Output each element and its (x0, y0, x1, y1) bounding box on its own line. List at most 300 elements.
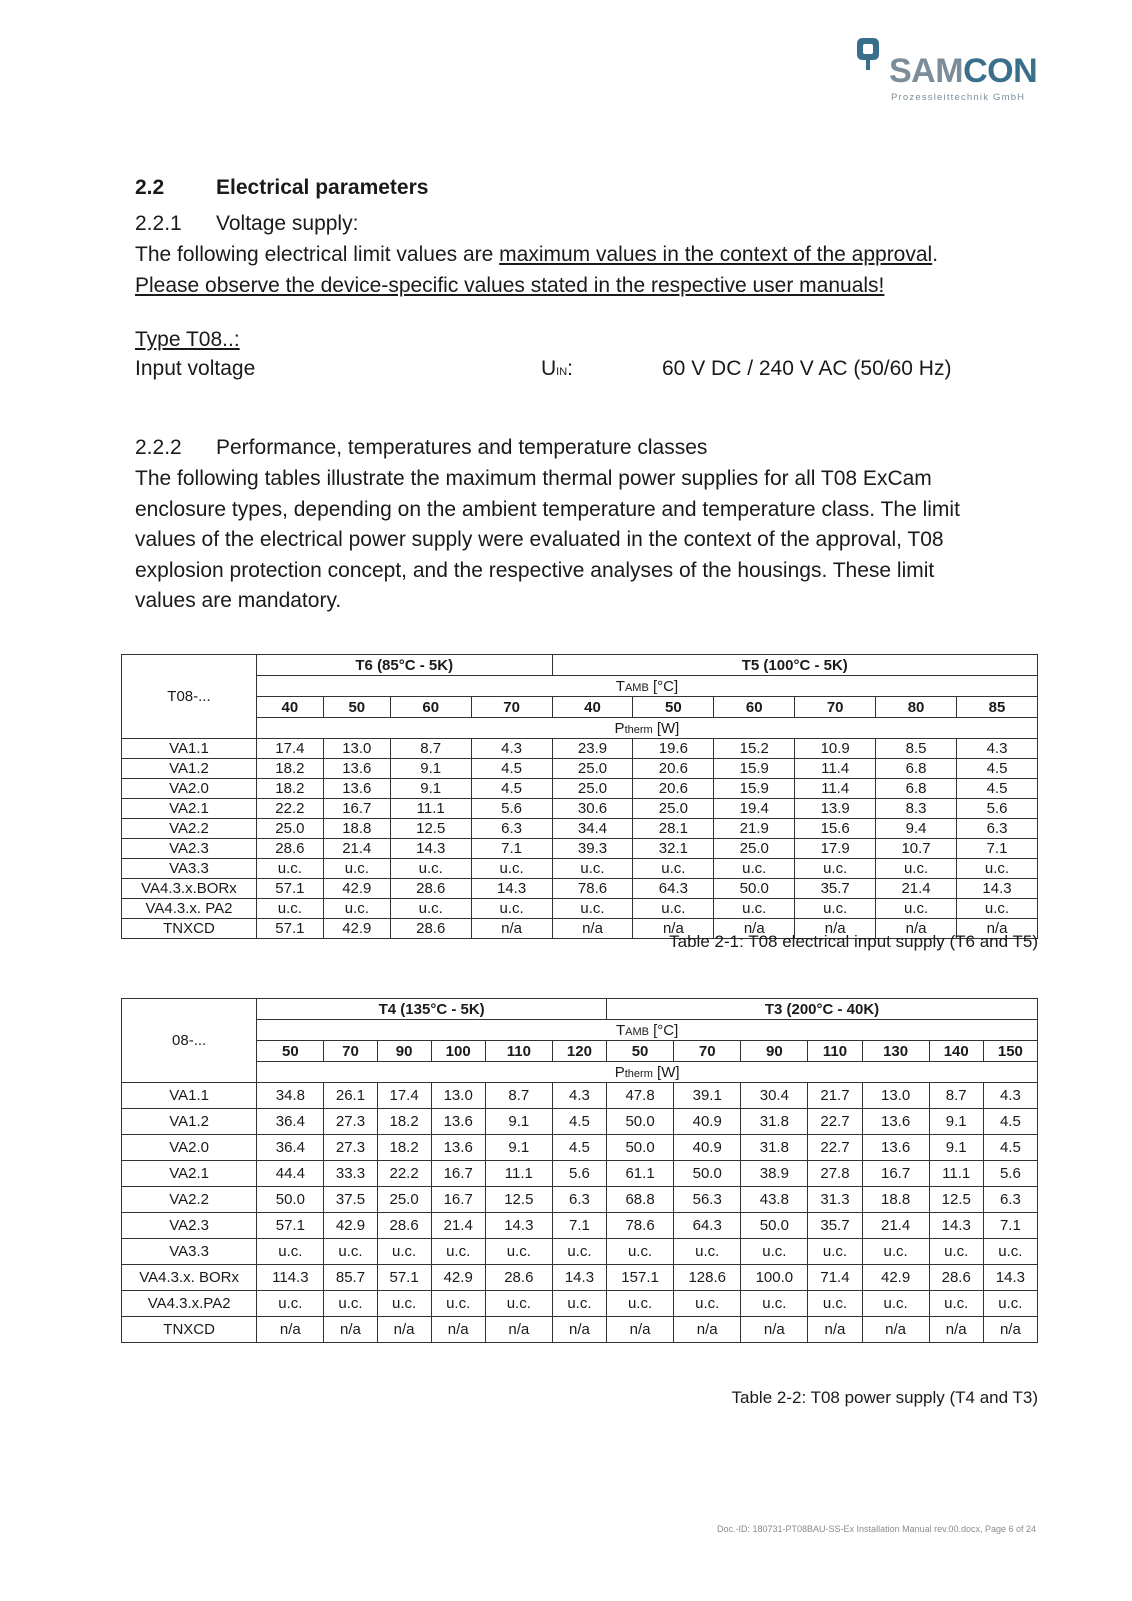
power-value-cell: u.c. (485, 1239, 552, 1265)
temp-class-group: T6 (85°C - 5K) (256, 655, 552, 676)
power-value-cell: 14.3 (552, 1265, 606, 1291)
power-value-cell: 61.1 (607, 1161, 674, 1187)
power-value-cell: 9.1 (390, 779, 471, 799)
power-value-cell: 11.4 (795, 779, 876, 799)
power-value-cell: 33.3 (324, 1161, 377, 1187)
temperature-header: 150 (983, 1041, 1037, 1062)
enclosure-type-cell: VA2.2 (122, 1187, 257, 1213)
power-value-cell: 8.7 (390, 739, 471, 759)
power-value-cell: 36.4 (257, 1135, 324, 1161)
power-value-cell: 14.3 (983, 1265, 1037, 1291)
performance-description: The following tables illustrate the maximum thermal power supplies for all T08 ExCam enclosure types, depending on the ambient temperature and temperature class. The limit values of the electrical power supply were evaluated in the context of the approval, T08 explosion protection concept, and the respective analyses of the housings. These limit values are mandatory. (135, 467, 960, 612)
power-table-t6-t5 (121, 654, 1038, 939)
power-value-cell: 13.0 (431, 1083, 485, 1109)
power-value-cell: 38.9 (741, 1161, 808, 1187)
temperature-header: 50 (633, 697, 714, 718)
temperature-header: 85 (957, 697, 1038, 718)
input-voltage-value: 60 V DC / 240 V AC (50/60 Hz) (662, 357, 952, 380)
power-value-cell: 37.5 (324, 1187, 377, 1213)
power-value-cell: n/a (633, 919, 714, 939)
power-value-cell: 42.9 (862, 1265, 929, 1291)
table-row (122, 1187, 1038, 1213)
table-row-header-label: 08-... (122, 999, 257, 1083)
power-value-cell: 17.4 (377, 1083, 431, 1109)
table-row (122, 1239, 1038, 1265)
power-value-cell: 7.1 (471, 839, 552, 859)
power-value-cell: u.c. (808, 1291, 862, 1317)
power-value-cell: u.c. (431, 1239, 485, 1265)
power-value-cell: 4.3 (957, 739, 1038, 759)
power-value-cell: 14.3 (957, 879, 1038, 899)
temperature-header: 70 (471, 697, 552, 718)
power-value-cell: 64.3 (633, 879, 714, 899)
power-value-cell: u.c. (377, 1291, 431, 1317)
power-value-cell: u.c. (471, 899, 552, 919)
power-value-cell: 28.6 (390, 919, 471, 939)
table-row (122, 1109, 1038, 1135)
power-value-cell: 4.5 (957, 759, 1038, 779)
power-value-cell: 157.1 (607, 1265, 674, 1291)
power-value-cell: 18.2 (256, 779, 323, 799)
input-voltage-label: Input voltage (135, 357, 256, 380)
power-value-cell: 21.7 (808, 1083, 862, 1109)
temp-class-group: T4 (135°C - 5K) (257, 999, 607, 1020)
power-value-cell: u.c. (633, 859, 714, 879)
power-value-cell: 6.3 (552, 1187, 606, 1213)
power-value-cell: 15.2 (714, 739, 795, 759)
power-value-cell: n/a (876, 919, 957, 939)
power-value-cell: 16.7 (862, 1161, 929, 1187)
power-value-cell: 7.1 (957, 839, 1038, 859)
power-value-cell: 17.9 (795, 839, 876, 859)
power-value-cell: u.c. (674, 1239, 741, 1265)
temperature-header: 110 (485, 1041, 552, 1062)
power-value-cell: 9.1 (390, 759, 471, 779)
enclosure-type-cell: VA4.3.x. BORx (122, 1265, 257, 1291)
power-value-cell: 42.9 (323, 919, 390, 939)
power-value-cell: 9.1 (929, 1135, 983, 1161)
power-value-cell: 28.1 (633, 819, 714, 839)
temperature-header: 70 (795, 697, 876, 718)
power-value-cell: 22.7 (808, 1135, 862, 1161)
table-row (122, 1317, 1038, 1343)
power-value-cell: 13.0 (862, 1083, 929, 1109)
power-value-cell: 28.6 (485, 1265, 552, 1291)
enclosure-type-cell: VA3.3 (122, 859, 257, 879)
power-value-cell: 34.8 (257, 1083, 324, 1109)
power-value-cell: 19.4 (714, 799, 795, 819)
power-value-cell: u.c. (633, 899, 714, 919)
power-value-cell: 31.8 (741, 1109, 808, 1135)
enclosure-type-cell: VA1.1 (122, 739, 257, 759)
table-row (122, 779, 1038, 799)
power-value-cell: 4.5 (471, 779, 552, 799)
power-value-cell: n/a (714, 919, 795, 939)
power-value-cell: u.c. (929, 1291, 983, 1317)
power-value-cell: 26.1 (324, 1083, 377, 1109)
table-row (122, 819, 1038, 839)
power-value-cell: 43.8 (741, 1187, 808, 1213)
power-value-cell: n/a (377, 1317, 431, 1343)
temperature-header: 140 (929, 1041, 983, 1062)
page-footer: Doc.-ID: 180731-PT08BAU-SS-Ex Installation Manual rev.00.docx, Page 6 of 24 (717, 1524, 1036, 1534)
power-value-cell: u.c. (390, 859, 471, 879)
power-value-cell: 18.2 (377, 1135, 431, 1161)
power-value-cell: 42.9 (431, 1265, 485, 1291)
power-value-cell: 7.1 (552, 1213, 606, 1239)
enclosure-type-cell: VA4.3.x.PA2 (122, 1291, 257, 1317)
power-value-cell: n/a (862, 1317, 929, 1343)
power-value-cell: u.c. (795, 859, 876, 879)
power-value-cell: 13.6 (862, 1135, 929, 1161)
temperature-header: 110 (808, 1041, 862, 1062)
power-value-cell: 4.5 (983, 1135, 1037, 1161)
enclosure-type-cell: VA1.2 (122, 1109, 257, 1135)
logo-mark-icon (855, 36, 889, 80)
power-value-cell: 5.6 (471, 799, 552, 819)
power-value-cell: 8.7 (485, 1083, 552, 1109)
enclosure-type-cell: VA2.1 (122, 1161, 257, 1187)
subsection-heading-performance: 2.2.2 Performance, temperatures and temperature classes (135, 436, 708, 459)
power-value-cell: 22.2 (256, 799, 323, 819)
power-value-cell: 18.2 (256, 759, 323, 779)
power-value-cell: 50.0 (607, 1135, 674, 1161)
power-value-cell: 31.3 (808, 1187, 862, 1213)
thermal-power-header: Ptherm [W] (256, 718, 1037, 739)
power-value-cell: 42.9 (323, 879, 390, 899)
power-value-cell: 28.6 (929, 1265, 983, 1291)
table-caption-2: Table 2-2: T08 power supply (T4 and T3) (731, 1388, 1038, 1407)
power-value-cell: u.c. (552, 859, 633, 879)
power-value-cell: 11.1 (929, 1161, 983, 1187)
power-value-cell: n/a (795, 919, 876, 939)
power-value-cell: 71.4 (808, 1265, 862, 1291)
power-value-cell: 9.1 (485, 1135, 552, 1161)
power-value-cell: n/a (552, 1317, 606, 1343)
power-value-cell: u.c. (929, 1239, 983, 1265)
power-value-cell: 57.1 (377, 1265, 431, 1291)
power-value-cell: u.c. (795, 899, 876, 919)
power-value-cell: 27.8 (808, 1161, 862, 1187)
power-value-cell: u.c. (607, 1239, 674, 1265)
enclosure-type-cell: VA2.2 (122, 819, 257, 839)
ambient-temp-header: TAMB [°C] (257, 1020, 1038, 1041)
power-value-cell: 44.4 (257, 1161, 324, 1187)
power-value-cell: u.c. (714, 859, 795, 879)
power-value-cell: 25.0 (552, 779, 633, 799)
power-value-cell: 25.0 (633, 799, 714, 819)
power-value-cell: n/a (741, 1317, 808, 1343)
enclosure-type-cell: VA2.1 (122, 799, 257, 819)
power-value-cell: u.c. (957, 899, 1038, 919)
enclosure-type-cell: VA1.1 (122, 1083, 257, 1109)
power-value-cell: u.c. (983, 1239, 1037, 1265)
power-value-cell: 20.6 (633, 779, 714, 799)
power-value-cell: 15.9 (714, 759, 795, 779)
table-row (122, 1135, 1038, 1161)
table-row (122, 879, 1038, 899)
power-value-cell: u.c. (257, 1291, 324, 1317)
power-value-cell: u.c. (862, 1239, 929, 1265)
power-value-cell: 4.5 (552, 1109, 606, 1135)
power-value-cell: u.c. (714, 899, 795, 919)
power-value-cell: 11.1 (485, 1161, 552, 1187)
power-value-cell: u.c. (741, 1239, 808, 1265)
power-value-cell: 6.3 (983, 1187, 1037, 1213)
power-value-cell: 8.5 (876, 739, 957, 759)
enclosure-type-cell: VA1.2 (122, 759, 257, 779)
power-value-cell: 13.6 (431, 1135, 485, 1161)
power-value-cell: u.c. (862, 1291, 929, 1317)
temperature-header: 50 (607, 1041, 674, 1062)
ambient-temp-header: TAMB [°C] (256, 676, 1037, 697)
power-value-cell: u.c. (377, 1239, 431, 1265)
power-value-cell: u.c. (552, 1291, 606, 1317)
power-value-cell: 21.9 (714, 819, 795, 839)
power-value-cell: 21.4 (431, 1213, 485, 1239)
power-value-cell: 4.3 (552, 1083, 606, 1109)
power-value-cell: 21.4 (876, 879, 957, 899)
power-value-cell: 32.1 (633, 839, 714, 859)
table-row (122, 1083, 1038, 1109)
power-value-cell: 25.0 (256, 819, 323, 839)
table-row (122, 899, 1038, 919)
power-value-cell: 50.0 (607, 1109, 674, 1135)
power-value-cell: 7.1 (983, 1213, 1037, 1239)
power-value-cell: 13.0 (323, 739, 390, 759)
power-value-cell: 4.5 (552, 1135, 606, 1161)
power-value-cell: 35.7 (808, 1213, 862, 1239)
temperature-header: 40 (552, 697, 633, 718)
power-value-cell: u.c. (323, 899, 390, 919)
power-value-cell: 5.6 (957, 799, 1038, 819)
power-value-cell: 30.4 (741, 1083, 808, 1109)
power-value-cell: u.c. (390, 899, 471, 919)
power-value-cell: 50.0 (674, 1161, 741, 1187)
power-value-cell: 100.0 (741, 1265, 808, 1291)
power-value-cell: u.c. (607, 1291, 674, 1317)
power-value-cell: 6.8 (876, 779, 957, 799)
power-value-cell: 8.3 (876, 799, 957, 819)
power-value-cell: 6.3 (471, 819, 552, 839)
power-value-cell: 4.3 (471, 739, 552, 759)
power-value-cell: n/a (431, 1317, 485, 1343)
power-value-cell: 13.6 (323, 759, 390, 779)
power-value-cell: 16.7 (431, 1187, 485, 1213)
power-value-cell: 31.8 (741, 1135, 808, 1161)
temperature-header: 70 (324, 1041, 377, 1062)
power-value-cell: n/a (552, 919, 633, 939)
table-row-header-label: T08-... (122, 655, 257, 739)
temperature-header: 60 (390, 697, 471, 718)
enclosure-type-cell: VA2.0 (122, 1135, 257, 1161)
power-value-cell: n/a (808, 1317, 862, 1343)
power-value-cell: 28.6 (377, 1213, 431, 1239)
power-value-cell: 9.1 (485, 1109, 552, 1135)
power-value-cell: 25.0 (377, 1187, 431, 1213)
thermal-power-header: Ptherm [W] (257, 1062, 1038, 1083)
power-value-cell: u.c. (876, 859, 957, 879)
power-value-cell: 27.3 (324, 1109, 377, 1135)
subsection-heading-voltage: 2.2.1 Voltage supply: (135, 212, 359, 235)
power-value-cell: 39.1 (674, 1083, 741, 1109)
temperature-header: 50 (323, 697, 390, 718)
power-value-cell: 14.3 (485, 1213, 552, 1239)
table-row (122, 1291, 1038, 1317)
power-value-cell: 12.5 (390, 819, 471, 839)
temperature-header: 80 (876, 697, 957, 718)
power-value-cell: 23.9 (552, 739, 633, 759)
logo-subtitle: Prozessleittechnik GmbH (891, 92, 1026, 103)
temperature-header: 100 (431, 1041, 485, 1062)
power-value-cell: 9.1 (929, 1109, 983, 1135)
enclosure-type-cell: TNXCD (122, 1317, 257, 1343)
power-value-cell: 14.3 (390, 839, 471, 859)
power-value-cell: u.c. (552, 899, 633, 919)
power-value-cell: u.c. (957, 859, 1038, 879)
power-value-cell: 11.4 (795, 759, 876, 779)
power-value-cell: 10.7 (876, 839, 957, 859)
table-row (122, 859, 1038, 879)
power-value-cell: 15.6 (795, 819, 876, 839)
limit-values-note: The following electrical limit values are maximum values in the context of the approval. Please observe the device-specific values stated in the respective user manuals! (135, 243, 939, 297)
power-value-cell: 40.9 (674, 1109, 741, 1135)
temperature-header: 50 (257, 1041, 324, 1062)
table-row (122, 759, 1038, 779)
power-value-cell: 50.0 (714, 879, 795, 899)
power-table-t4-t3 (121, 998, 1038, 1343)
temp-class-group: T3 (200°C - 40K) (607, 999, 1038, 1020)
table-row (122, 1161, 1038, 1187)
power-value-cell: u.c. (485, 1291, 552, 1317)
enclosure-type-cell: VA3.3 (122, 1239, 257, 1265)
table-caption-1: Table 2-1: T08 electrical input supply (T6 and T5) (669, 932, 1038, 951)
power-value-cell: 21.4 (862, 1213, 929, 1239)
power-value-cell: 4.3 (983, 1083, 1037, 1109)
temperature-header: 120 (552, 1041, 606, 1062)
power-value-cell: 13.6 (431, 1109, 485, 1135)
power-value-cell: 34.4 (552, 819, 633, 839)
temperature-header: 90 (741, 1041, 808, 1062)
table-row (122, 1265, 1038, 1291)
logo-wordmark: SAMCON (889, 52, 1038, 90)
table-row (122, 839, 1038, 859)
power-value-cell: n/a (471, 919, 552, 939)
power-value-cell: 19.6 (633, 739, 714, 759)
power-value-cell: 15.9 (714, 779, 795, 799)
power-value-cell: 57.1 (256, 919, 323, 939)
power-value-cell: 4.5 (957, 779, 1038, 799)
temperature-header: 40 (256, 697, 323, 718)
power-value-cell: n/a (957, 919, 1038, 939)
power-value-cell: 50.0 (741, 1213, 808, 1239)
power-value-cell: 27.3 (324, 1135, 377, 1161)
enclosure-type-cell: VA2.3 (122, 839, 257, 859)
power-value-cell: n/a (607, 1317, 674, 1343)
power-value-cell: n/a (674, 1317, 741, 1343)
power-value-cell: 11.1 (390, 799, 471, 819)
power-value-cell: 39.3 (552, 839, 633, 859)
power-value-cell: 5.6 (983, 1161, 1037, 1187)
power-value-cell: 10.9 (795, 739, 876, 759)
power-value-cell: 4.5 (471, 759, 552, 779)
power-value-cell: n/a (485, 1317, 552, 1343)
power-value-cell: 42.9 (324, 1213, 377, 1239)
power-value-cell: u.c. (256, 899, 323, 919)
power-value-cell: 85.7 (324, 1265, 377, 1291)
enclosure-type-cell: VA4.3.x.BORx (122, 879, 257, 899)
power-value-cell: 40.9 (674, 1135, 741, 1161)
power-value-cell: 78.6 (607, 1213, 674, 1239)
power-value-cell: 17.4 (256, 739, 323, 759)
power-value-cell: 56.3 (674, 1187, 741, 1213)
power-value-cell: u.c. (256, 859, 323, 879)
table-row (122, 799, 1038, 819)
power-value-cell: 30.6 (552, 799, 633, 819)
temperature-header: 60 (714, 697, 795, 718)
power-value-cell: 22.7 (808, 1109, 862, 1135)
enclosure-type-cell: VA2.3 (122, 1213, 257, 1239)
power-value-cell: u.c. (552, 1239, 606, 1265)
temperature-header: 70 (674, 1041, 741, 1062)
power-value-cell: 64.3 (674, 1213, 741, 1239)
power-value-cell: 21.4 (323, 839, 390, 859)
power-value-cell: 13.6 (323, 779, 390, 799)
power-value-cell: u.c. (741, 1291, 808, 1317)
type-label: Type T08..: (135, 328, 240, 351)
samcon-logo (855, 36, 1038, 106)
enclosure-type-cell: VA2.0 (122, 779, 257, 799)
power-value-cell: 6.8 (876, 759, 957, 779)
temperature-header-row (122, 1041, 1038, 1062)
table-row (122, 739, 1038, 759)
power-value-cell: n/a (324, 1317, 377, 1343)
enclosure-type-cell: TNXCD (122, 919, 257, 939)
power-value-cell: u.c. (471, 859, 552, 879)
power-value-cell: u.c. (808, 1239, 862, 1265)
power-value-cell: 36.4 (257, 1109, 324, 1135)
power-value-cell: 18.8 (862, 1187, 929, 1213)
power-value-cell: 13.6 (862, 1109, 929, 1135)
power-value-cell: u.c. (323, 859, 390, 879)
power-value-cell: 114.3 (257, 1265, 324, 1291)
power-value-cell: 25.0 (714, 839, 795, 859)
power-value-cell: u.c. (431, 1291, 485, 1317)
power-value-cell: u.c. (876, 899, 957, 919)
power-value-cell: 57.1 (256, 879, 323, 899)
power-value-cell: 18.2 (377, 1109, 431, 1135)
power-value-cell: 22.2 (377, 1161, 431, 1187)
power-value-cell: 14.3 (929, 1213, 983, 1239)
power-value-cell: 12.5 (485, 1187, 552, 1213)
power-value-cell: 18.8 (323, 819, 390, 839)
temperature-header-row (122, 697, 1038, 718)
power-value-cell: 47.8 (607, 1083, 674, 1109)
power-value-cell: 6.3 (957, 819, 1038, 839)
power-value-cell: 68.8 (607, 1187, 674, 1213)
power-value-cell: 28.6 (390, 879, 471, 899)
power-value-cell: 13.9 (795, 799, 876, 819)
power-value-cell: 35.7 (795, 879, 876, 899)
power-value-cell: 78.6 (552, 879, 633, 899)
power-value-cell: 8.7 (929, 1083, 983, 1109)
power-value-cell: 28.6 (256, 839, 323, 859)
power-value-cell: 5.6 (552, 1161, 606, 1187)
power-value-cell: 16.7 (431, 1161, 485, 1187)
power-value-cell: 16.7 (323, 799, 390, 819)
power-value-cell: u.c. (983, 1291, 1037, 1317)
input-voltage-symbol: UIN: (541, 357, 574, 380)
